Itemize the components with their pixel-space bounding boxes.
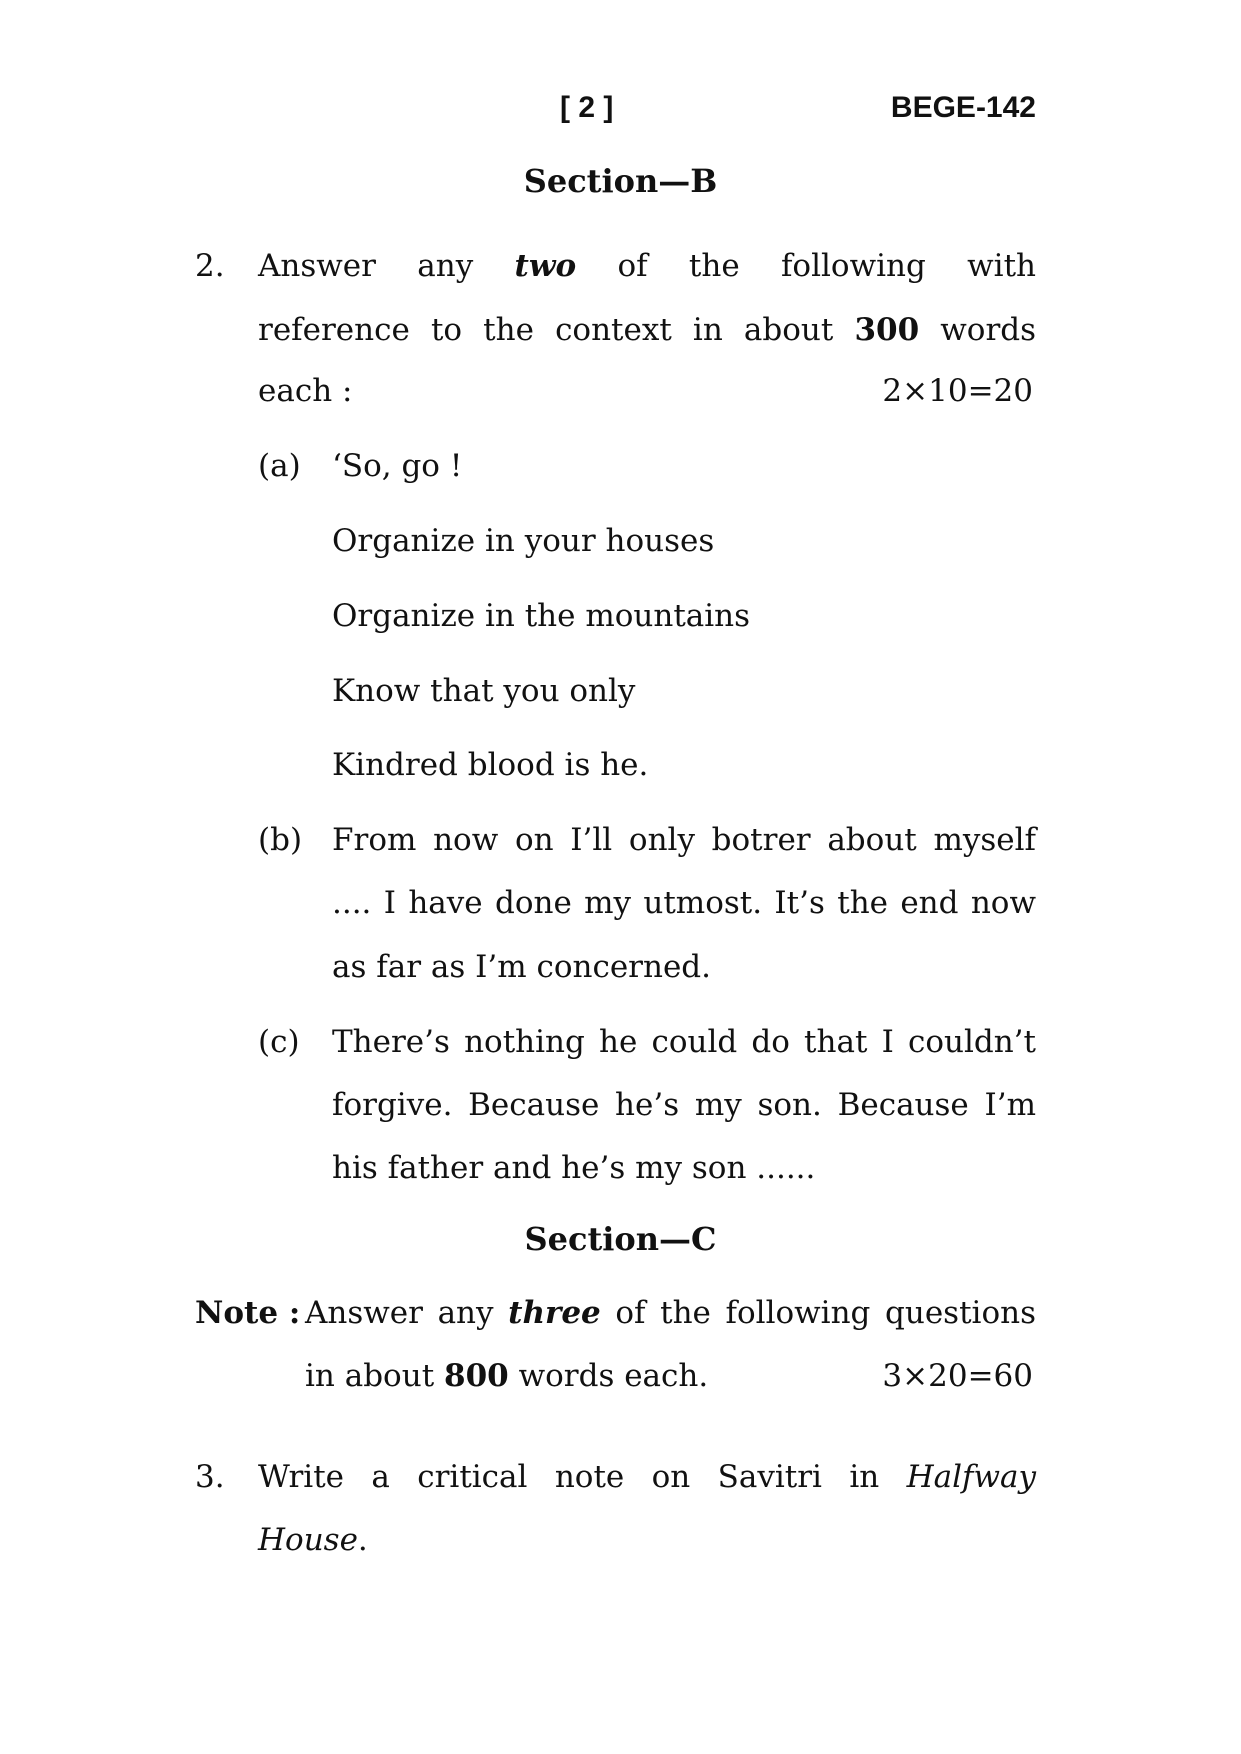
q2-word: reference <box>258 312 410 348</box>
note-line-1 <box>305 1293 1036 1333</box>
q3-play-title: Halfway <box>906 1459 1036 1495</box>
q2-word: context <box>555 312 672 348</box>
part-c-line-2: forgive. Because he’s my son. Because I’m <box>332 1087 1036 1123</box>
note-text: of the following questions <box>600 1295 1036 1331</box>
section-c-marks: 3×20=60 <box>882 1358 1033 1394</box>
question-2-marks: 2×10=20 <box>882 373 1033 409</box>
q3-word: a <box>371 1459 390 1495</box>
q2-word: words <box>940 312 1037 348</box>
q2-word: in <box>692 312 723 348</box>
q3-word: Savitri <box>717 1459 822 1495</box>
part-a-line-1: ‘So, go ! <box>332 448 463 484</box>
q3-period: . <box>357 1522 368 1558</box>
part-b-line-2: .... I have done my utmost. It’s the end now <box>332 885 1036 921</box>
part-b-line-1: From now on I’ll only botrer about myself <box>332 822 1036 858</box>
q2-word: of <box>617 248 648 284</box>
q2-word: to <box>430 312 463 348</box>
part-a-line-2: Organize in your houses <box>332 523 715 559</box>
q2-word-count: 300 <box>854 312 920 348</box>
part-a-line-5: Kindred blood is he. <box>332 747 649 783</box>
q3-word: on <box>651 1459 691 1495</box>
note-emphasis-three: three <box>508 1295 601 1331</box>
note-text: words each. <box>508 1358 709 1394</box>
q3-word: Write <box>258 1459 345 1495</box>
q2-word: the <box>688 248 740 284</box>
part-c-line-1: There’s nothing he could do that I couldn’t <box>332 1024 1036 1060</box>
question-3-line-1 <box>258 1457 1036 1497</box>
page-number: [ 2 ] <box>560 91 614 124</box>
question-3-line-2 <box>258 1520 368 1560</box>
q2-word: Answer <box>258 248 376 284</box>
part-b-line-3: as far as I’m concerned. <box>332 949 711 985</box>
q2-emphasis-two: two <box>514 248 577 284</box>
q2-word: following <box>780 248 926 284</box>
note-text: in about <box>305 1358 445 1394</box>
q2-word: about <box>743 312 834 348</box>
question-2-line-2 <box>258 310 1036 350</box>
question-2-line-3: each : <box>258 373 353 409</box>
part-a-label: (a) <box>258 448 301 484</box>
part-a-line-3: Organize in the mountains <box>332 598 751 634</box>
part-b-label: (b) <box>258 822 303 858</box>
note-text: Answer any <box>305 1295 509 1331</box>
part-c-label: (c) <box>258 1024 300 1060</box>
note-label: Note : <box>195 1295 301 1331</box>
q3-play-title-end: House <box>258 1522 358 1558</box>
note-line-2 <box>305 1356 708 1396</box>
note-word-count: 800 <box>444 1358 509 1394</box>
q3-word: in <box>849 1459 880 1495</box>
question-3-number: 3. <box>195 1459 225 1495</box>
part-a-line-4: Know that you only <box>332 673 636 709</box>
paper-code: BEGE-142 <box>890 91 1036 124</box>
part-c-line-3: his father and he’s my son ...... <box>332 1150 816 1186</box>
section-c-heading: Section—C <box>524 1220 717 1258</box>
section-b-heading: Section—B <box>523 162 718 200</box>
q2-word: the <box>483 312 534 348</box>
question-2-number: 2. <box>195 248 225 284</box>
q2-word: with <box>967 248 1036 284</box>
q3-word: critical <box>417 1459 528 1495</box>
q2-word: any <box>417 248 474 284</box>
q3-word: note <box>554 1459 625 1495</box>
question-2-line-1 <box>258 246 1036 286</box>
